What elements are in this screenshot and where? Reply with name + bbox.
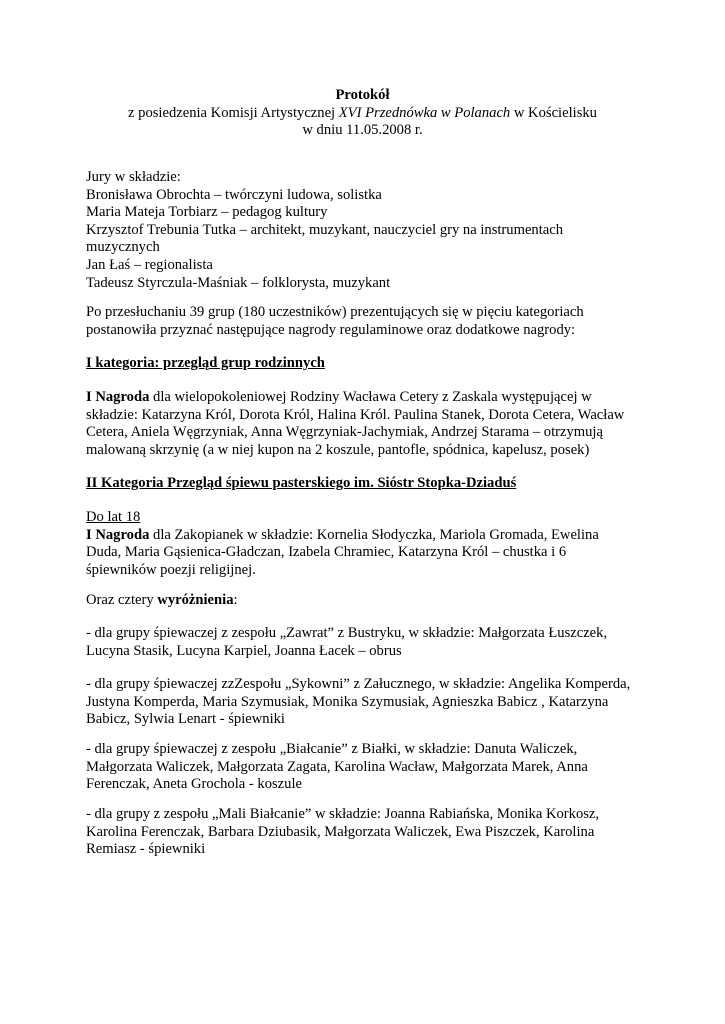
distinctions-intro xyxy=(86,592,646,610)
subtitle-prefix: z posiedzenia Komisji Artystycznej xyxy=(128,104,339,121)
intro-paragraph xyxy=(86,304,646,339)
document-title: Protokół xyxy=(335,87,390,103)
category-1-heading: I kategoria: przegląd grup rodzinnych xyxy=(86,355,325,371)
jury-member: muzycznych xyxy=(86,239,160,256)
award-text: dla Zakopianek w składzie: Kornelia Słodyczka, Mariola Gromada, Ewelina xyxy=(149,526,599,543)
distinctions-prefix: Oraz cztery xyxy=(86,592,158,608)
category-2-award xyxy=(86,509,646,579)
distinction-4 xyxy=(86,806,646,859)
category-2-heading: II Kategoria Przegląd śpiewu pasterskiego im. Sióstr Stopka-Dziaduś xyxy=(86,475,517,491)
distinction-text: Karolina Ferenczak, Barbara Dziubasik, Małgorzata Waliczek, Ewa Piszczek, Karolina xyxy=(86,823,595,840)
distinction-3 xyxy=(86,741,646,794)
jury-member: Bronisława Obrochta – twórczyni ludowa, solistka xyxy=(86,186,382,203)
distinction-text: - dla grupy z zespołu „Mali Białcanie” w składzie: Joanna Rabiańska, Monika Korkosz, xyxy=(86,806,600,822)
award-label: I Nagroda xyxy=(86,389,150,405)
jury-member: Tadeusz Styrczula-Maśniak – folklorysta, muzykant xyxy=(86,274,391,291)
jury-member: Krzysztof Trebunia Tutka – architekt, muzykant, nauczyciel gry na instrumentach xyxy=(86,221,564,238)
category-2-heading-block xyxy=(86,475,646,493)
event-name: XVI Przednówka w Polanach xyxy=(338,104,511,121)
award-text: Duda, Maria Gąsienica-Gładczan, Izabela Chramiec, Katarzyna Król – chustka i 6 xyxy=(86,544,567,561)
jury-member: Jan Łaś – regionalista xyxy=(86,256,213,273)
distinctions-label: wyróżnienia xyxy=(157,592,234,608)
subtitle-suffix: w Kościelisku xyxy=(510,104,597,121)
award-line xyxy=(86,527,646,545)
distinction-text: Lucyna Stasik, Lucyna Karpiel, Joanna Łacek – obrus xyxy=(86,642,402,659)
award-text: dla wielopokoleniowej Rodziny Wacława Cetery z Zaskala występującej w xyxy=(149,389,592,405)
age-group-label: Do lat 18 xyxy=(86,509,141,525)
award-line xyxy=(86,389,646,407)
jury-member: Maria Mateja Torbiarz – pedagog kultury xyxy=(86,204,328,221)
distinction-text: Remiasz - śpiewniki xyxy=(86,841,206,858)
distinctions-suffix: : xyxy=(233,592,238,608)
category-1-award xyxy=(86,389,646,459)
jury-intro: Jury w składzie: xyxy=(86,169,181,185)
distinction-text: - dla grupy śpiewaczej z zespołu „Zawrat” z Bustryku, w składzie: Małgorzata Łuszczek, xyxy=(86,625,608,641)
distinction-text: Babicz, Sylwia Lenart - śpiewniki xyxy=(86,711,285,728)
distinction-text: - dla grupy śpiewaczej z zespołu „Białcanie” z Białki, w składzie: Danuta Waliczek, xyxy=(86,741,578,757)
distinctions-intro-line xyxy=(86,592,646,610)
award-label: I Nagroda xyxy=(86,526,150,543)
distinction-2 xyxy=(86,676,646,729)
award-text: Cetera, Aniela Węgrzyniak, Anna Węgrzyniak-Jachymiak, Andrzej Starama – otrzymują xyxy=(86,424,603,441)
meeting-subtitle xyxy=(0,105,725,123)
paragraph-line: postanowiła przyznać następujące nagrody regulaminowe oraz dodatkowe nagrody: xyxy=(86,321,576,338)
award-text: śpiewników poezji religijnej. xyxy=(86,561,256,578)
distinction-1 xyxy=(86,625,646,660)
category-1-heading-block xyxy=(86,355,646,373)
distinction-text: Justyna Komperda, Maria Szymusiak, Monika Szymusiak, Agnieszka Babicz , Katarzyna xyxy=(86,693,609,710)
distinction-text: - dla grupy śpiewaczej zzZespołu „Sykowni” z Załucznego, w składzie: Angelika Komperda, xyxy=(86,676,631,692)
jury-section xyxy=(86,169,646,292)
award-text: składzie: Katarzyna Król, Dorota Król, Halina Król. Paulina Stanek, Dorota Cetera, Wacław xyxy=(86,406,625,423)
distinction-text: Małgorzata Waliczek, Małgorzata Zagata, Karolina Wacław, Małgorzata Marek, Anna xyxy=(86,758,588,775)
document-header xyxy=(0,87,725,140)
paragraph-line: Po przesłuchaniu 39 grup (180 uczestników) prezentujących się w pięciu kategoriach xyxy=(86,304,584,320)
distinction-text: Ferenczak, Aneta Grochola - koszule xyxy=(86,776,302,793)
award-text: malowaną skrzynię (a w niej kupon na 2 koszule, pantofle, spódnica, kapelusz, posek) xyxy=(86,441,590,458)
meeting-date: w dniu 11.05.2008 r. xyxy=(302,122,423,139)
